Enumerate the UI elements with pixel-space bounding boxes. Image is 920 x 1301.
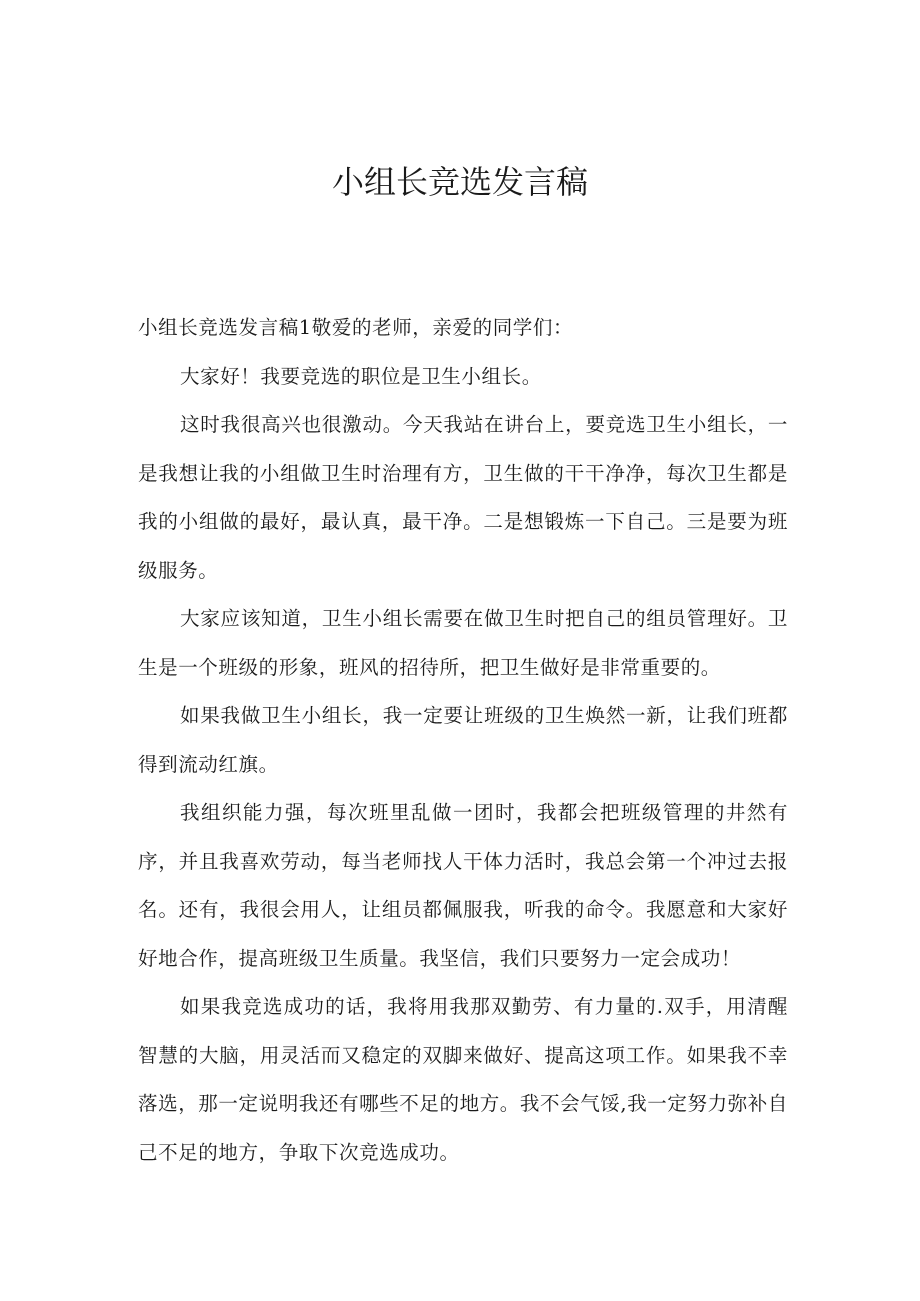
paragraph-2: 大家好！我要竞选的职位是卫生小组长。 (180, 364, 542, 388)
paragraph-5: 如果我做卫生小组长，我一定要让班级的卫生焕然一新，让我们班都得到流动红旗。 (138, 704, 788, 776)
paragraph-6: 我组织能力强，每次班里乱做一团时，我都会把班级管理的井然有序，并且我喜欢劳动，每当老师找人干体力活时，我总会第一个冲过去报名。还有，我很会用人，让组员都佩服我，听我的命令。我愿意和大家好好地合作，提高班级卫生质量。我坚信，我们只要努力一定会成功！ (138, 801, 788, 970)
paragraph-7: 如果我竞选成功的话，我将用我那双勤劳、有力量的.双手，用清醒智慧的大脑，用灵活而又稳定的双脚来做好、提高这项工作。如果我不幸落选，那一定说明我还有哪些不足的地方。我不会气馁,我一定努力弥补自己不足的地方，争取下次竞选成功。 (138, 995, 788, 1164)
paragraph-1: 小组长竞选发言稿1敬爱的老师，亲爱的同学们： (138, 316, 574, 339)
document-title: 小组长竞选发言稿 (331, 163, 588, 201)
document-body (138, 304, 788, 1177)
paragraph-3: 这时我很高兴也很激动。今天我站在讲台上，要竞选卫生小组长，一是我想让我的小组做卫生时治理有方，卫生做的干干净净，每次卫生都是我的小组做的最好，最认真，最干净。二是想锻炼一下自己。三是要为班级服务。 (138, 413, 788, 582)
paragraph-4: 大家应该知道，卫生小组长需要在做卫生时把自己的组员管理好。卫生是一个班级的形象，班风的招待所，把卫生做好是非常重要的。 (138, 607, 788, 679)
